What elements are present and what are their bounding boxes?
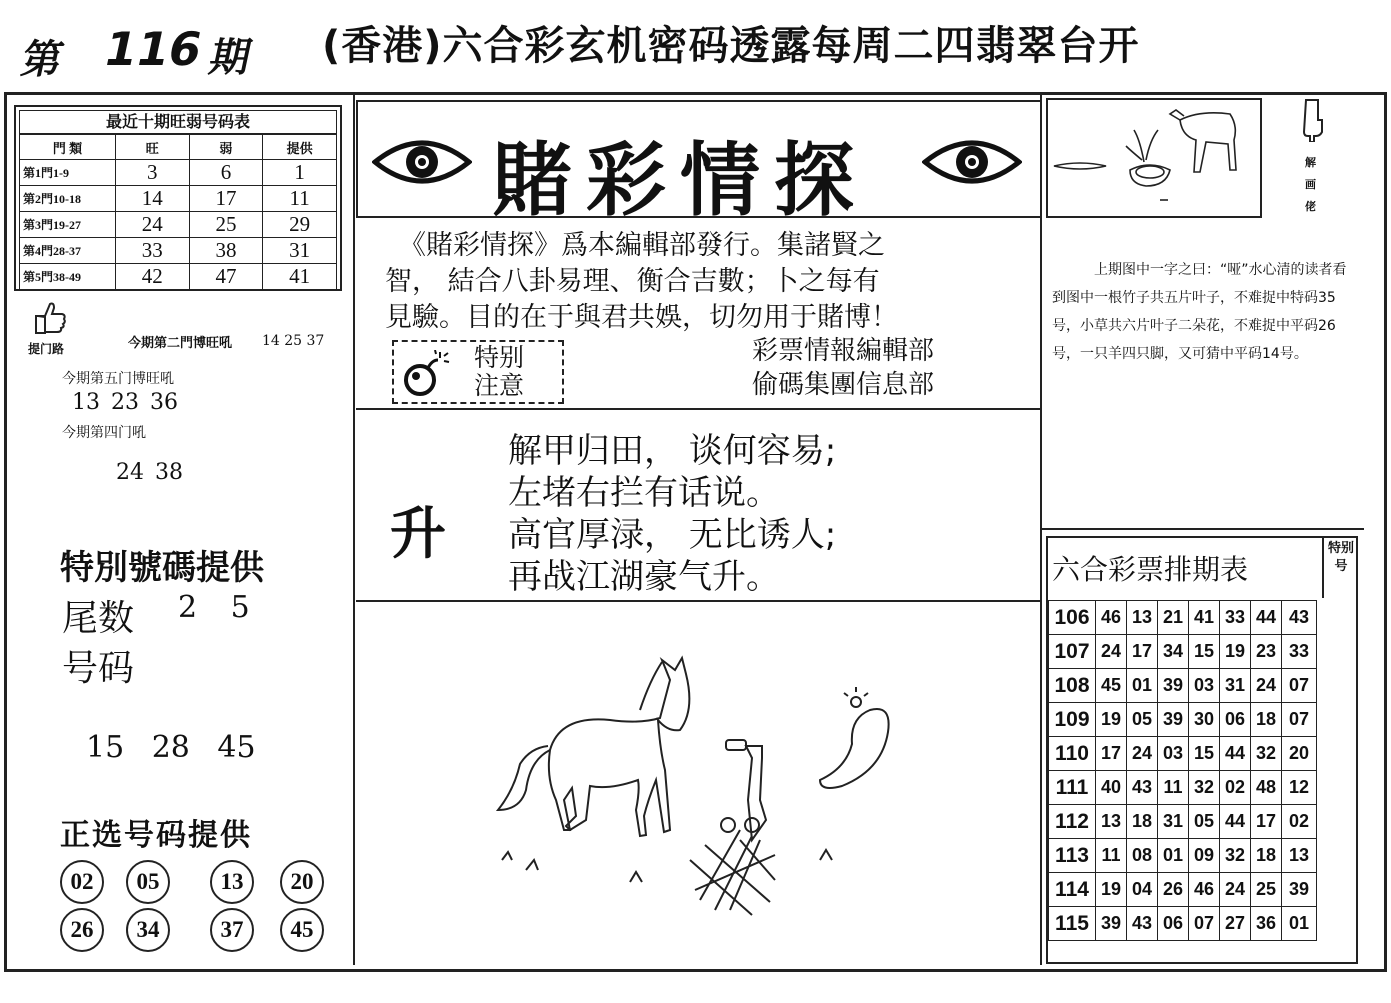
schedule-row [1049, 669, 1317, 703]
history-table-row [20, 238, 337, 264]
schedule-number: 27 [1220, 907, 1251, 941]
code-values: 15 28 45 [86, 730, 256, 765]
schedule-number: 03 [1189, 669, 1220, 703]
schedule-number: 08 [1127, 839, 1158, 873]
history-row-value: 14 [115, 186, 189, 212]
history-row-label: 第4門28-37 [20, 238, 116, 264]
schedule-number: 18 [1251, 839, 1282, 873]
history-table-header: 門 類 [20, 135, 116, 160]
left-divider [353, 95, 355, 965]
history-row-value: 33 [115, 238, 189, 264]
goat-illustration [1050, 100, 1260, 219]
schedule-number: 32 [1189, 771, 1220, 805]
notice-label-1: 特别 [474, 343, 525, 372]
schedule-issue: 107 [1049, 635, 1096, 669]
schedule-number: 24 [1096, 635, 1127, 669]
schedule-number: 19 [1220, 635, 1251, 669]
schedule-number: 26 [1158, 873, 1189, 907]
schedule-number: 17 [1251, 805, 1282, 839]
schedule-number: 46 [1096, 601, 1127, 635]
schedule-table [1048, 600, 1317, 941]
history-row-label: 第2門10-18 [20, 186, 116, 212]
history-row-value: 1 [263, 160, 337, 186]
schedule-number: 44 [1220, 805, 1251, 839]
schedule-number: 01 [1158, 839, 1189, 873]
schedule-number: 31 [1220, 669, 1251, 703]
schedule-number: 02 [1220, 771, 1251, 805]
history-table-row [20, 264, 337, 290]
history-table-title: 最近十期旺弱号码表 [19, 110, 337, 134]
schedule-number: 19 [1096, 703, 1127, 737]
hint-label: 提门路 [28, 342, 65, 356]
schedule-row [1049, 737, 1317, 771]
schedule-special-number: 02 [1282, 805, 1317, 839]
thumbs-up-icon [30, 298, 70, 342]
door4-text: 今期第四门吼 [62, 425, 146, 441]
main-number-circle: 34 [126, 908, 170, 952]
main-number-circle: 13 [210, 860, 254, 904]
history-table [19, 134, 337, 290]
poem-line: 高官厚渌， 无比诱人; [508, 515, 837, 555]
schedule-number: 05 [1127, 703, 1158, 737]
schedule-row [1049, 805, 1317, 839]
middle-divider-2 [356, 600, 1042, 602]
notice-label-2: 注意 [474, 371, 525, 400]
schedule-row [1049, 703, 1317, 737]
schedule-issue: 114 [1049, 873, 1096, 907]
main-number-circle: 45 [280, 908, 324, 952]
schedule-number: 15 [1189, 737, 1220, 771]
history-table-row [20, 186, 337, 212]
schedule-number: 48 [1251, 771, 1282, 805]
eye-icon-left [372, 132, 472, 196]
page-title: (香港)六合彩玄机密码透露每周二四翡翠台开 [322, 23, 1140, 69]
schedule-issue: 113 [1049, 839, 1096, 873]
schedule-number: 06 [1158, 907, 1189, 941]
schedule-issue: 115 [1049, 907, 1096, 941]
history-table-row [20, 160, 337, 186]
tail-label: 尾数 [62, 598, 135, 639]
schedule-number: 39 [1158, 669, 1189, 703]
poem-line: 解甲归田， 谈何容易; [508, 431, 837, 471]
hint-vertical-char: 佬 [1305, 200, 1316, 213]
main-number-circle: 26 [60, 908, 104, 952]
door2-text: 今期第二門博旺吼 [128, 336, 233, 351]
history-table-header: 提供 [263, 135, 337, 160]
schedule-issue: 108 [1049, 669, 1096, 703]
schedule-issue: 106 [1049, 601, 1096, 635]
schedule-issue: 109 [1049, 703, 1096, 737]
schedule-number: 03 [1158, 737, 1189, 771]
history-row-value: 25 [189, 212, 263, 238]
tail-values: 2 5 [178, 590, 250, 625]
schedule-number: 32 [1251, 737, 1282, 771]
door4-numbers: 24 38 [116, 460, 183, 485]
history-row-label: 第5門38-49 [20, 264, 116, 290]
schedule-number: 18 [1251, 703, 1282, 737]
banner-title: 賭彩情探 [492, 133, 868, 227]
publisher-2: 偷碼集團信息部 [752, 370, 935, 400]
code-label: 号码 [62, 648, 135, 689]
schedule-number: 33 [1220, 601, 1251, 635]
schedule-title: 六合彩票排期表 [1052, 553, 1249, 586]
key-character: 升 [390, 502, 446, 567]
schedule-special-number: 12 [1282, 771, 1317, 805]
schedule-number: 01 [1127, 669, 1158, 703]
schedule-number: 45 [1096, 669, 1127, 703]
schedule-number: 43 [1127, 907, 1158, 941]
history-row-value: 38 [189, 238, 263, 264]
intro-line: 《賭彩情探》爲本編輯部發行。集諸賢之 [399, 230, 885, 261]
history-table-header: 弱 [189, 135, 263, 160]
schedule-number: 21 [1158, 601, 1189, 635]
special-number-title: 特別號碼提供 [60, 548, 264, 588]
hint-vertical [1305, 152, 1316, 218]
schedule-number: 11 [1096, 839, 1127, 873]
schedule-number: 24 [1220, 873, 1251, 907]
schedule-special-number: 13 [1282, 839, 1317, 873]
intro-text [385, 228, 1035, 336]
schedule-issue: 111 [1049, 771, 1096, 805]
schedule-number: 36 [1251, 907, 1282, 941]
schedule-row [1049, 839, 1317, 873]
history-table-wrap [14, 105, 342, 291]
main-number-circle: 20 [280, 860, 324, 904]
poem-line: 再战江湖豪气升。 [508, 557, 780, 597]
schedule-issue: 110 [1049, 737, 1096, 771]
horse-illustration [490, 640, 1010, 934]
schedule-number: 41 [1189, 601, 1220, 635]
schedule-number: 44 [1251, 601, 1282, 635]
intro-line: 智， 結合八卦易理、衡合吉數；卜之每有 [385, 266, 880, 297]
door5-text: 今期第五门博旺吼 [62, 371, 174, 387]
schedule-number: 30 [1189, 703, 1220, 737]
schedule-number: 43 [1127, 771, 1158, 805]
puzzle-explanation: 上期图中一字之曰：“哑”水心清的读者看到图中一根竹子共五片叶子，不难捉中特码35号，小草共六片叶子二朵花，不难捉中平码26号，一只羊四只脚，又可猜中平码14号。 [1052, 262, 1347, 362]
poem [508, 430, 836, 598]
issue-prefix: 第 [17, 37, 68, 83]
schedule-issue: 112 [1049, 805, 1096, 839]
schedule-number: 05 [1189, 805, 1220, 839]
schedule-special-header: 特别号 [1328, 541, 1355, 574]
hint-vertical-char: 画 [1305, 178, 1316, 191]
schedule-number: 06 [1220, 703, 1251, 737]
poem-line: 左堵右拦有话说。 [508, 473, 780, 513]
right-divider [1040, 95, 1042, 965]
schedule-number: 44 [1220, 737, 1251, 771]
bomb-icon [400, 350, 450, 402]
history-table-header: 旺 [115, 135, 189, 160]
main-number-circle: 37 [210, 908, 254, 952]
schedule-number: 13 [1096, 805, 1127, 839]
hint-vertical-char: 解 [1305, 156, 1316, 169]
schedule-number: 15 [1189, 635, 1220, 669]
schedule-number: 24 [1251, 669, 1282, 703]
schedule-number: 24 [1127, 737, 1158, 771]
schedule-number: 19 [1096, 873, 1127, 907]
schedule-special-number: 20 [1282, 737, 1317, 771]
history-row-value: 6 [189, 160, 263, 186]
main-numbers-title: 正选号码提供 [60, 818, 252, 853]
schedule-special-number: 33 [1282, 635, 1317, 669]
pointing-hand-icon [1298, 98, 1328, 146]
schedule-number: 32 [1220, 839, 1251, 873]
publishers [752, 334, 934, 402]
history-row-value: 29 [263, 212, 337, 238]
history-row-value: 11 [263, 186, 337, 212]
schedule-number: 07 [1189, 907, 1220, 941]
history-table-box [14, 105, 342, 291]
schedule-number: 04 [1127, 873, 1158, 907]
history-row-value: 41 [263, 264, 337, 290]
door2-numbers: 14 25 37 [262, 333, 325, 349]
door5-numbers: 13 23 36 [72, 390, 178, 415]
schedule-number: 39 [1096, 907, 1127, 941]
history-row-value: 31 [263, 238, 337, 264]
history-row-value: 47 [189, 264, 263, 290]
schedule-number: 34 [1158, 635, 1189, 669]
right-section-divider [1042, 528, 1364, 530]
schedule-number: 25 [1251, 873, 1282, 907]
history-row-label: 第1門1-9 [20, 160, 116, 186]
schedule-row [1049, 771, 1317, 805]
history-row-label: 第3門19-27 [20, 212, 116, 238]
schedule-number: 31 [1158, 805, 1189, 839]
schedule-number: 17 [1127, 635, 1158, 669]
eye-icon-right [922, 132, 1022, 196]
issue-number: 116 [99, 22, 207, 76]
schedule-special-number: 07 [1282, 669, 1317, 703]
schedule-row [1049, 601, 1317, 635]
middle-divider-1 [356, 408, 1042, 410]
schedule-number: 39 [1158, 703, 1189, 737]
notice-label [474, 344, 524, 400]
schedule-number: 40 [1096, 771, 1127, 805]
history-row-value: 17 [189, 186, 263, 212]
schedule-row [1049, 635, 1317, 669]
schedule-number: 11 [1158, 771, 1189, 805]
publisher-1: 彩票情報編輯部 [752, 336, 935, 366]
schedule-number: 46 [1189, 873, 1220, 907]
schedule-number: 17 [1096, 737, 1127, 771]
schedule-special-number: 39 [1282, 873, 1317, 907]
issue-suffix: 期 [205, 35, 256, 81]
main-number-circle: 02 [60, 860, 104, 904]
history-row-value: 42 [115, 264, 189, 290]
schedule-number: 13 [1127, 601, 1158, 635]
schedule-number: 18 [1127, 805, 1158, 839]
schedule-special-number: 43 [1282, 601, 1317, 635]
history-table-row [20, 212, 337, 238]
intro-line: 見驗。目的在于與君共娛，切勿用于賭博！ [385, 302, 898, 333]
schedule-row [1049, 873, 1317, 907]
schedule-row [1049, 907, 1317, 941]
schedule-number: 23 [1251, 635, 1282, 669]
main-number-circle: 05 [126, 860, 170, 904]
schedule-special-number: 07 [1282, 703, 1317, 737]
history-row-value: 24 [115, 212, 189, 238]
schedule-number: 09 [1189, 839, 1220, 873]
history-row-value: 3 [115, 160, 189, 186]
schedule-special-number: 01 [1282, 907, 1317, 941]
